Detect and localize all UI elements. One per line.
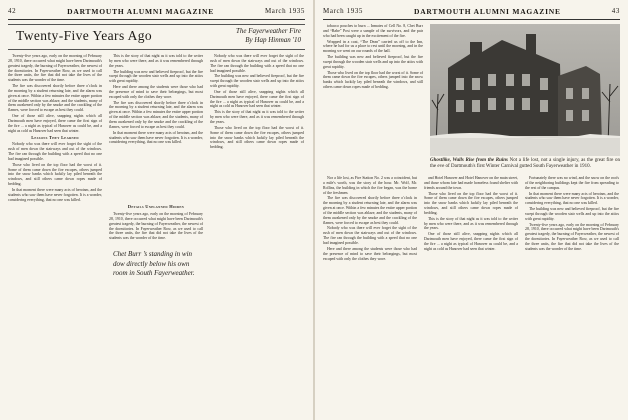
paragraph: Nobody who was there will ever forget the sight of the rush of men down the stairways and out of the windows. The fire ran through the building with a speed that no one had imagined possible.: [8, 142, 102, 161]
paragraph: Twenty-five years ago, early on the morning of February 28, 1910, there occurred what might have been Dartmouth's greatest tragedy, the burning of Fayerweather, the newest of the dormitories. In Fayerweather Row, as we used to call the three units, the fire that did not take the lives of the students was the wonder of the time.: [109, 212, 203, 241]
paragraph: One of those still alive, snapping nights which all Dartmouth men have enjoyed, there came the first sign of the fire ... a night as typical of Hanover as could be, and a night as cold as Hanover had seen that winter.: [210, 89, 304, 109]
paragraph: In that moment there were many acts of heroism, and the students who saw them have never forgotten. It is a wonder, considering everything, that no one was killed.: [525, 191, 619, 206]
paragraph: Wrapped in a coat, “The Dean” carried us off to the Inn, where he had for us a place to rest until the morning, and in the morning we went on our rounds of the hall.: [323, 39, 423, 54]
paragraph: This is the story of that night as it was told to the writer by men who were there, and as it was remembered through the years.: [424, 216, 518, 231]
page-number-right: 43: [611, 7, 620, 15]
paragraph: Twenty-five years ago, early on the morning of February 28, 1910, there occurred what might have been Dartmouth's greatest tragedy, the burning of Fayerweather, the newest of the dormitories. In Fayerweather Row, as we used to call the three units, the fire that did not take the lives of the students was the wonder of the time.: [8, 54, 102, 83]
pull-quote: Chet Burr ’s standing in win dow directly below his own room in South Fayerweather.: [113, 248, 205, 281]
header-rule-left: [8, 19, 305, 20]
paragraph: This is the story of that night as it was told to the writer by men who were there, and as it was remembered through the years.: [109, 54, 203, 68]
left-page: [0, 0, 313, 420]
subheading: Lessons They Learned: [31, 134, 79, 140]
running-head-right: [323, 5, 620, 17]
article-column-4: [323, 24, 423, 164]
magazine-name-right: DARTMOUTH ALUMNI MAGAZINE: [414, 6, 561, 16]
article-column-1: [8, 54, 102, 414]
paragraph: The building was new and believed fireproof, but the fire swept through the wooden stair wells and up into the attics with great rapidity.: [525, 207, 619, 221]
paragraph: The fire was discovered shortly before three o'clock in the morning by a student returning late, and the alarm was given at once. Within a few minutes the entire upper portion of the middle section was ablaze, and the students, many of them awakened only by the smoke and the crackling of the flames, were forced to escape as best they could.: [8, 84, 102, 113]
photo-caption-text: Not a life lost, not a single injury, as the great fire on the eve of Dartmouth's first Winter Carnival gutted South Fayerweather in 1910.: [430, 158, 620, 169]
paragraph: One of those still alive, snapping nights which all Dartmouth men have enjoyed, there came the first sign of the fire ... a night as typical of Hanover as could be, and a night as cold as Hanover had seen that winter.: [424, 232, 518, 251]
paragraph: The building was new and believed fireproof, but the fire swept through the wooden stair wells and up into the attics with great rapidity.: [323, 55, 423, 69]
paragraph: Here and there among the students were those who had the presence of mind to save their belongings, but most escaped with only the clothes they wore.: [323, 246, 417, 261]
paragraph: Those who lived on the top floor had the worst of it. Some of them came down the fire escapes, others jumped into the snow banks which luckily lay piled beneath the windows, and still others came down ropes made of bedding.: [424, 191, 518, 215]
paragraph: Those who lived on the top floor had the worst of it. Some of them came down the fire escapes, others jumped into the snow banks which luckily lay piled beneath the windows, and still others came down ropes made of bedding.: [8, 162, 102, 187]
paragraph: In that moment there were many acts of heroism, and the students who saw them have never forgotten. It is a wonder, considering everything, that no one was killed.: [8, 187, 102, 202]
left-columns: [8, 54, 305, 414]
article-subhead: [236, 27, 301, 45]
paragraph: Nobody who was there will ever forget the sight of the rush of men down the stairways and out of the windows. The fire ran through the building with a speed that no one had imagined possible.: [210, 54, 304, 73]
paragraph: The fire was discovered shortly before three o'clock in the morning by a student returning late, and the alarm was given at once. Within a few minutes the entire upper portion of the middle section was ablaze, and the students, many of them awakened only by the smoke and the crackling of the flames, were forced to escape as best they could.: [109, 100, 203, 129]
paragraph: and Hotel Hanover and Hotel Hanover on the main street, and those whom fate had made homeless found shelter with friends around the town.: [424, 176, 518, 190]
paragraph: Here and there among the students were those who had the presence of mind to save their belongings, but most escaped with only the clothes they wore.: [109, 85, 203, 99]
paragraph: Those who lived on the top floor had the worst of it. Some of them came down the fire escapes, others jumped into the snow banks which luckily lay piled beneath the windows, and still others came down ropes made of bedding.: [210, 125, 304, 150]
photo-caption-title: Ghostlike, Walls Rise from the Ruins: [430, 158, 508, 163]
paragraph: This is the story of that night as it was told to the writer by men who were there, and as it was remembered through the years.: [210, 110, 304, 124]
section-title: The Fayerweather Fire: [235, 27, 301, 35]
paragraph: Fortunately there was no wind, and the snow on the roofs of the neighboring buildings kept the fire from spreading to the rest of the campus.: [525, 176, 619, 190]
article-column-3: [210, 54, 304, 414]
right-page: [315, 0, 628, 420]
running-head-left: [8, 5, 305, 17]
right-top-column: [323, 24, 423, 164]
article-column-7: [525, 176, 619, 414]
paragraph: One of those still alive, snapping nights which all Dartmouth men have enjoyed, there came the first sign of the fire ... a night as typical of Hanover as could be, and a night as cold as Hanover had seen that winter.: [8, 114, 102, 133]
issue-date-right: March 1935: [323, 7, 364, 15]
paragraph: In that moment there were many acts of heroism, and the students who saw them have never forgotten. It is a wonder, considering everything, that no one was killed.: [109, 130, 203, 145]
paragraph: Nobody who was there will ever forget the sight of the rush of men down the stairways and out of the windows. The fire ran through the building with a speed that no one had imagined possible.: [323, 226, 417, 245]
page-number-left: 42: [8, 7, 17, 15]
ruins-photo-icon: [430, 24, 620, 156]
byline: By Hap Hinman '10: [245, 36, 301, 44]
article-headline: Twenty-Five Years Ago: [16, 28, 153, 43]
paragraph: Twenty-five years ago, early on the morning of February 28, 1910, there occurred what might have been Dartmouth's greatest tragedy, the burning of Fayerweather, the newest of the dormitories. In Fayerweather Row, as we used to call the three units, the fire that did not take the lives of the students was the wonder of the time.: [525, 222, 619, 251]
article-column-5: [323, 176, 417, 414]
photo-caption: [430, 158, 620, 170]
issue-date-left: March 1935: [264, 7, 305, 15]
paragraph: tobacco pouches to burn ... Inmates of Cell No. 8, Chet Burr and “Babe” Post were a sample of the survivors, and the pair who had been caught up in the excitement of the fire.: [323, 24, 423, 38]
article-column-6: [424, 176, 518, 414]
magazine-name-left: DARTMOUTH ALUMNI MAGAZINE: [67, 6, 214, 16]
paragraph: The building was new and believed fireproof, but the fire swept through the wooden stair wells and up into the attics with great rapidity.: [210, 74, 304, 89]
paragraph: The building was new and believed fireproof, but the fire swept through the wooden stair wells and up into the attics with great rapidity.: [109, 69, 203, 84]
article-column-2: [109, 54, 203, 414]
title-block: [8, 24, 305, 50]
header-rule-right: [323, 19, 620, 20]
fire-ruins-photo: [430, 24, 620, 156]
paragraph: Those who lived on the top floor had the worst of it. Some of them came down the fire escapes, others jumped into the snow banks which luckily lay piled beneath the windows, and still others came down ropes made of bedding.: [323, 70, 423, 90]
subheading: Details Unplanned Hidden: [127, 204, 185, 210]
paragraph: The fire was discovered shortly before three o'clock in the morning by a student returning late, and the alarm was given at once. Within a few minutes the entire upper portion of the middle section was ablaze, and the students, many of them awakened only by the smoke and the crackling of the flames, were forced to escape as best they could.: [323, 196, 417, 225]
right-bottom-columns: [323, 176, 620, 414]
paragraph: Nor a life lost, as Fire Station No. 2 was a coincident, but a mile's worth, was the story of the hour. Mr. Wolf, Mr. Rollins, the building in which the fire began, was the home of the freshmen.: [323, 176, 417, 195]
